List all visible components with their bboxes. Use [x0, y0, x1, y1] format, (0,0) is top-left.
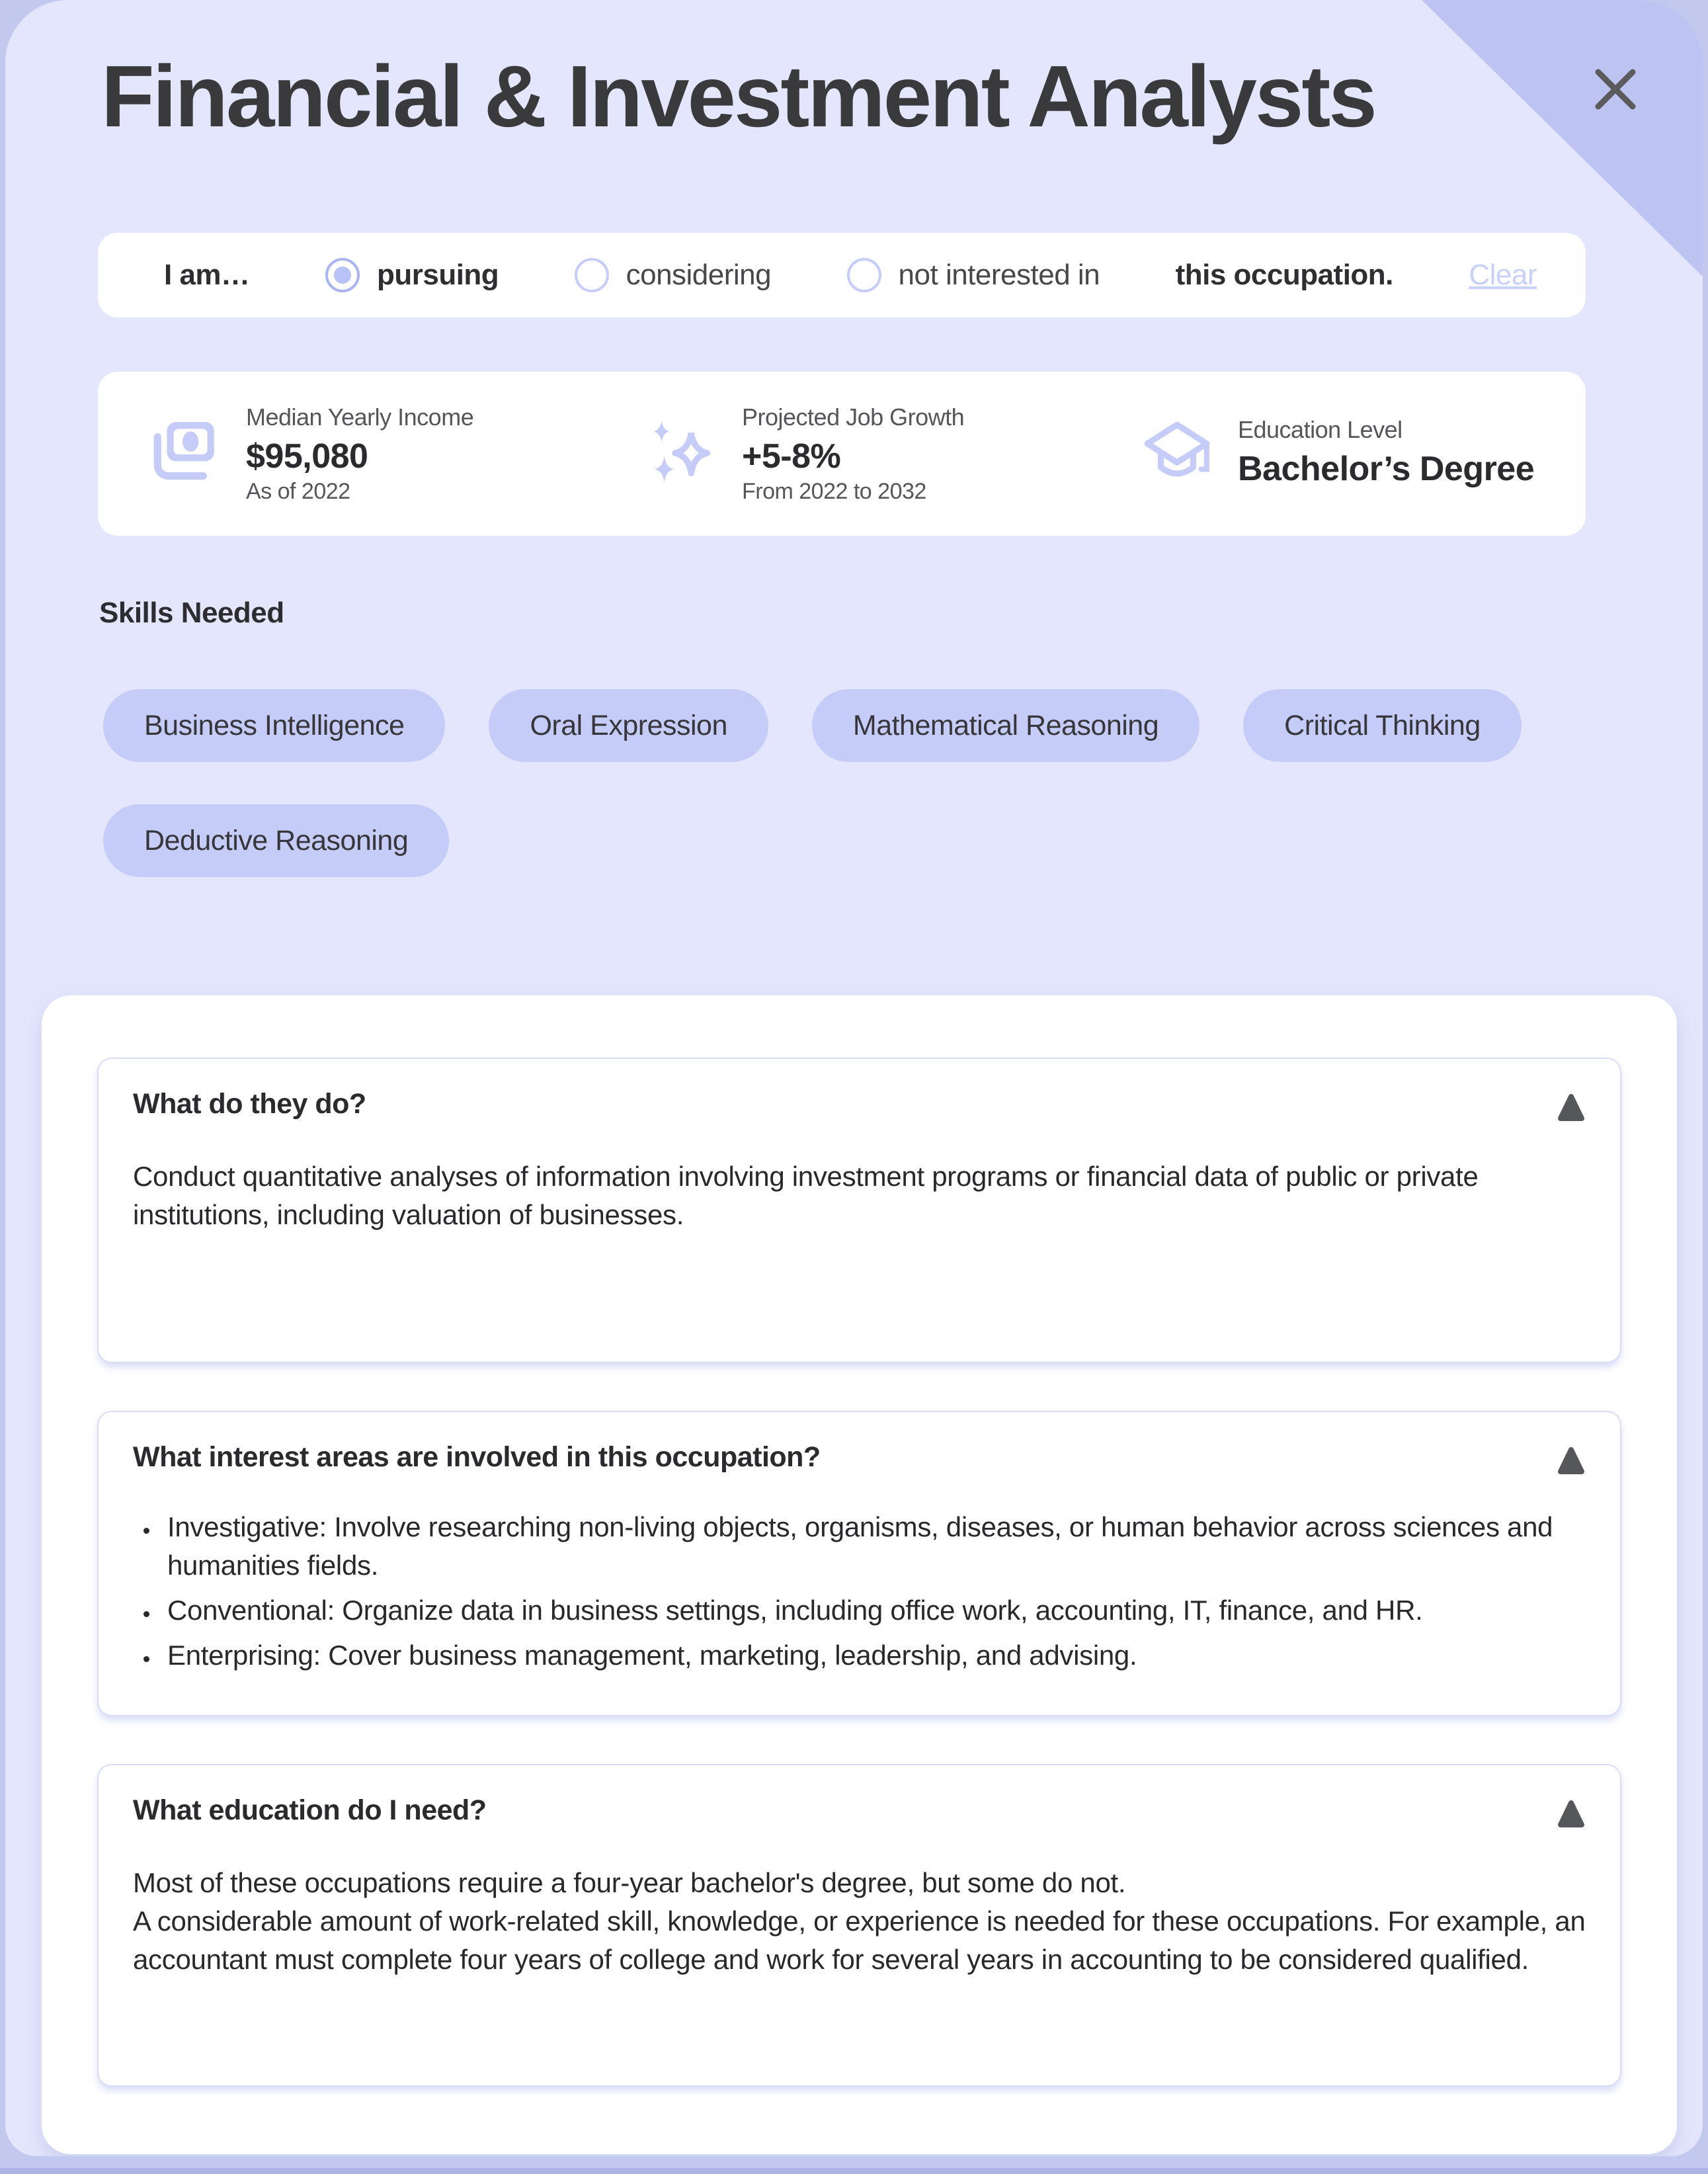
stat-median-income [98, 403, 594, 505]
page-bottom-strip [0, 2168, 1708, 2174]
accordion-what-do-they-do [97, 1058, 1621, 1363]
radio-option-label: not interested in [898, 259, 1100, 291]
clear-link[interactable]: Clear [1469, 259, 1537, 291]
triangle-up-icon [1558, 1445, 1584, 1476]
interest-area-item: • Conventional: Organize data in business settings, including office work, accounting, IT, finance, and HR. [159, 1591, 1586, 1630]
collapse-button[interactable] [1558, 1794, 1586, 1831]
accordion-answer-paragraph: Conduct quantitative analyses of information involving investment programs or financial data of public or private institutions, including valuation of businesses. [133, 1161, 1479, 1230]
stat-value: Bachelor’s Degree [1238, 450, 1535, 488]
stat-label: Education Level [1238, 416, 1403, 443]
skill-chip: Mathematical Reasoning [812, 689, 1200, 762]
radio-pursuing-selected-icon[interactable] [325, 258, 360, 292]
skill-chip: Oral Expression [489, 689, 768, 762]
interest-area-item: • Enterprising: Cover business management, marketing, leadership, and advising. [159, 1636, 1586, 1675]
money-icon [148, 417, 222, 491]
radio-option-not-interested[interactable] [847, 258, 1100, 292]
radio-option-label: considering [626, 259, 772, 291]
accordion-question: What do they do? [133, 1088, 366, 1120]
stat-note: From 2022 to 2032 [742, 478, 926, 504]
interest-suffix: this occupation. [1175, 259, 1393, 291]
accordion-answer-paragraph: A considerable amount of work-related skill, knowledge, or experience is needed for these occupations. For example, an accountant must complete four years of college and work for several years in accounting to be considered qualified. [133, 1905, 1586, 1975]
stat-education-level [1090, 416, 1586, 491]
accordion-education-needed [97, 1764, 1621, 2087]
graduation-cap-icon [1140, 417, 1214, 491]
triangle-up-icon [1558, 1092, 1584, 1122]
radio-not-interested-icon[interactable] [847, 258, 881, 292]
skills-chip-list [103, 689, 1611, 877]
skills-heading: Skills Needed [99, 597, 284, 629]
collapse-button[interactable] [1558, 1088, 1586, 1124]
stats-card [98, 372, 1586, 536]
radio-option-considering[interactable] [575, 258, 772, 292]
stat-label: Projected Job Growth [742, 403, 965, 431]
skill-chip: Deductive Reasoning [103, 804, 449, 877]
stat-label: Median Yearly Income [246, 403, 474, 431]
stat-note: As of 2022 [246, 478, 350, 504]
stat-value: +5-8% [742, 437, 841, 476]
accordion-interest-areas [97, 1411, 1621, 1716]
occupation-detail-modal [5, 0, 1703, 2156]
triangle-up-icon [1558, 1798, 1584, 1829]
skill-chip: Critical Thinking [1243, 689, 1522, 762]
interest-area-item: • Investigative: Involve researching non-living objects, organisms, diseases, or human behavior across sciences and humanities fields. [159, 1508, 1586, 1585]
stat-job-growth [594, 403, 1090, 505]
interest-prefix: I am… [164, 259, 250, 291]
radio-considering-icon[interactable] [575, 258, 609, 292]
skill-chip: Business Intelligence [103, 689, 445, 762]
qa-container [42, 995, 1677, 2154]
sparkles-icon [644, 417, 718, 491]
collapse-button[interactable] [1558, 1441, 1586, 1478]
interest-areas-list [133, 1508, 1586, 1675]
close-icon [1589, 63, 1642, 116]
accordion-question: What education do I need? [133, 1794, 487, 1826]
accordion-question: What interest areas are involved in this occupation? [133, 1441, 821, 1473]
close-button[interactable] [1589, 63, 1642, 116]
radio-option-label: pursuing [376, 259, 499, 291]
interest-selector-bar [98, 233, 1586, 317]
accordion-answer-paragraph: Most of these occupations require a four-year bachelor's degree, but some do not. [133, 1867, 1126, 1898]
stat-value: $95,080 [246, 437, 368, 476]
page-title: Financial & Investment Analysts [101, 48, 1375, 145]
radio-option-pursuing[interactable] [325, 258, 499, 292]
